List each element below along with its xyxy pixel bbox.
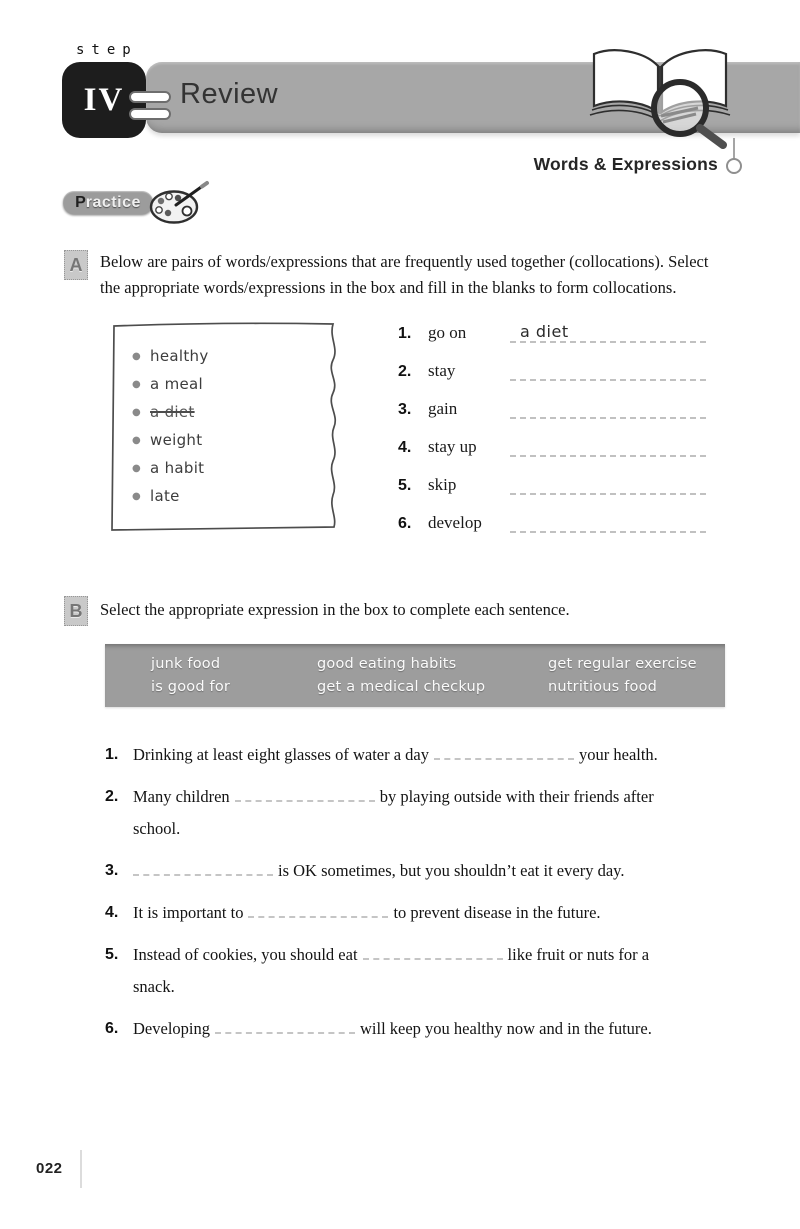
sentence-text-after: to prevent disease in the future. [393, 903, 601, 922]
expression-column [548, 653, 697, 699]
sentence-list [105, 739, 687, 1055]
badge-connector-bottom [129, 108, 171, 120]
expression-column [151, 653, 230, 699]
collocation-term: stay up [428, 437, 477, 456]
collocation-row [398, 510, 706, 533]
section-pointer-line [733, 138, 735, 160]
collocation-list [398, 320, 706, 548]
section-a-badge: A [64, 250, 88, 280]
practice-label-rest: ractice [85, 194, 141, 211]
page-number: 022 [36, 1160, 63, 1177]
sentence-item [105, 1013, 687, 1045]
bullet-icon: ● [132, 435, 142, 446]
fill-in-blank [215, 1018, 355, 1034]
open-book-magnifier-icon [576, 42, 744, 150]
sentence-number: 1. [105, 746, 119, 763]
fill-in-blank [235, 786, 375, 802]
word-choice-text: late [150, 487, 180, 505]
item-number: 5. [398, 477, 412, 494]
badge-connector-top [129, 91, 171, 103]
expression-column [317, 653, 485, 699]
section-a-instructions [100, 249, 708, 301]
footer-divider [80, 1150, 82, 1188]
bullet-icon: ● [132, 491, 142, 502]
sentence-text-after: will keep you healthy now and in the future. [359, 1019, 652, 1038]
word-choice-item [132, 486, 209, 514]
practice-label-initial: P [75, 194, 86, 211]
item-number: 1. [398, 325, 412, 342]
collocation-term: develop [428, 513, 482, 532]
item-number: 6. [398, 515, 412, 532]
section-a-instructions-line1: Below are pairs of words/expressions that are frequently used together (collocations). Select [100, 252, 709, 271]
expression-option: good eating habits [317, 656, 457, 672]
word-choice-box [108, 318, 342, 536]
section-a-instructions-line2: the appropriate words/expressions in the box and fill in the blanks to form collocations. [100, 278, 677, 297]
sentence-text-after: your health. [579, 745, 658, 764]
item-number: 4. [398, 439, 412, 456]
fill-in-blank [434, 744, 574, 760]
expression-option: get a medical checkup [317, 679, 486, 695]
word-choice-text: healthy [150, 347, 209, 365]
page-title: Review [180, 78, 279, 110]
collocation-row [398, 472, 706, 495]
fill-in-blank [248, 902, 388, 918]
sentence-item [105, 781, 687, 845]
item-number: 2. [398, 363, 412, 380]
sentence-text-after: like fruit or nuts for a snack. [133, 945, 650, 996]
sentence-text-before: Many children [133, 787, 230, 806]
sentence-number: 3. [105, 862, 119, 879]
sentence-text-before: It is important to [133, 903, 244, 922]
word-choice-item [132, 430, 209, 458]
expression-option: junk food [151, 656, 221, 672]
sentence-item [105, 739, 687, 771]
section-b-badge: B [64, 596, 88, 626]
collocation-row [398, 320, 706, 343]
sentence-text-before: Drinking at least eight glasses of water a day [133, 745, 429, 764]
section-b-instructions: Select the appropriate expression in the box to complete each sentence. [100, 600, 570, 619]
answer-blank [510, 395, 706, 419]
step-label: step [76, 42, 138, 58]
fill-in-blank [363, 944, 503, 960]
word-choice-item [132, 402, 209, 430]
answer-blank [510, 509, 706, 533]
collocation-row [398, 396, 706, 419]
sentence-number: 6. [105, 1020, 119, 1037]
expression-option: is good for [151, 679, 231, 695]
sentence-text-after: is OK sometimes, but you shouldn’t eat it every day. [278, 861, 625, 880]
word-choice-text: a habit [150, 459, 205, 477]
bullet-icon: ● [132, 351, 142, 362]
paint-palette-icon [146, 180, 210, 226]
sentence-text-after: by playing outside with their friends after school. [133, 787, 654, 838]
item-number: 3. [398, 401, 412, 418]
word-choice-item [132, 374, 209, 402]
collocation-term: gain [428, 399, 458, 418]
word-choice-item [132, 458, 209, 486]
collocation-term: go on [428, 323, 467, 342]
sentence-text-before: Instead of cookies, you should eat [133, 945, 358, 964]
section-pointer-dot [726, 158, 742, 174]
sentence-item [105, 897, 687, 929]
expression-choice-box [105, 644, 725, 707]
sentence-item [105, 855, 687, 887]
handwritten-answer: a diet [520, 322, 569, 341]
sentence-number: 2. [105, 788, 119, 805]
section-subtitle: Words & Expressions [533, 154, 718, 174]
expression-option: nutritious food [548, 679, 658, 695]
sentence-number: 4. [105, 904, 119, 921]
collocation-row [398, 358, 706, 381]
step-number: IV [83, 81, 125, 118]
answer-blank [510, 433, 706, 457]
bullet-icon: ● [132, 379, 142, 390]
sentence-text-before: Developing [133, 1019, 210, 1038]
expression-option: get regular exercise [548, 656, 697, 672]
sentence-number: 5. [105, 946, 119, 963]
fill-in-blank [133, 860, 273, 876]
collocation-term: skip [428, 475, 457, 494]
bullet-icon: ● [132, 463, 142, 474]
practice-badge [63, 191, 153, 214]
sentence-item [105, 939, 687, 1003]
collocation-row [398, 434, 706, 457]
word-choice-text: a meal [150, 375, 203, 393]
bullet-icon: ● [132, 407, 142, 418]
word-choice-item [132, 346, 209, 374]
collocation-term: stay [428, 361, 456, 380]
word-choice-text-crossed: a diet [150, 403, 195, 421]
answer-blank [510, 319, 706, 343]
word-choice-list [132, 346, 209, 514]
answer-blank [510, 471, 706, 495]
answer-blank [510, 357, 706, 381]
word-choice-text: weight [150, 431, 203, 449]
